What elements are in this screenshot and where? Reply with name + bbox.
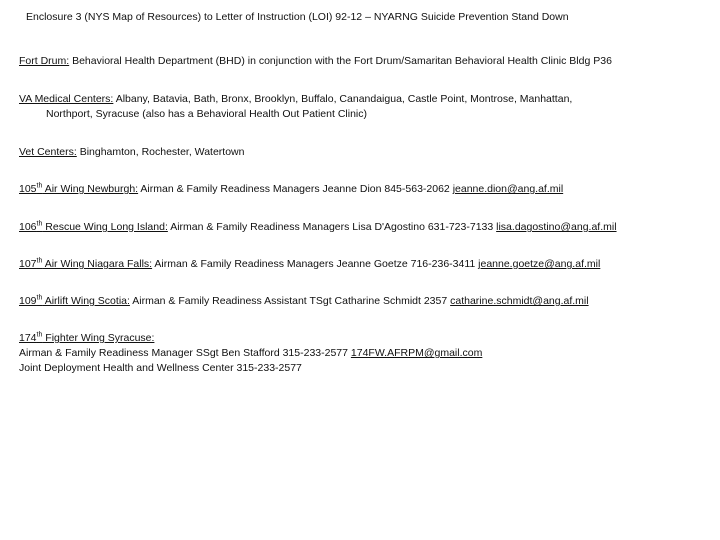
va-text-line2: Northport, Syracuse (also has a Behavioral Health Out Patient Clinic): [46, 108, 367, 120]
wing109-entry: [19, 294, 709, 309]
wing109-text: Airman & Family Readiness Assistant TSgt Catharine Schmidt 2357: [129, 295, 451, 307]
wing107-label: 107th Air Wing Niagara Falls:: [19, 257, 153, 270]
va-label: VA Medical Centers:: [19, 93, 114, 105]
vet-entry: [19, 145, 709, 160]
wing106-label: 106th Rescue Wing Long Island:: [19, 220, 168, 233]
wing107-email-link[interactable]: jeanne.goetze@ang.af.mil: [478, 258, 601, 270]
wing105-entry: [19, 182, 709, 197]
wing174-email-link[interactable]: 174FW.AFRPM@gmail.com: [350, 347, 483, 359]
wing106-entry: [19, 220, 709, 235]
fort-drum-entry: [19, 54, 709, 69]
va-entry: [19, 92, 709, 122]
wing174-text-line2: Joint Deployment Health and Wellness Center 315-233-2577: [19, 362, 302, 374]
vet-label: Vet Centers:: [19, 146, 77, 158]
wing174-label: 174th Fighter Wing Syracuse:: [19, 331, 155, 344]
wing107-text: Airman & Family Readiness Managers Jeanne Goetze 716-236-3411: [152, 258, 479, 270]
fort-drum-text: Behavioral Health Department (BHD) in conjunction with the Fort Drum/Samaritan Behavioral Health Clinic Bldg P36: [69, 55, 612, 67]
wing106-text: Airman & Family Readiness Managers Lisa D'Agostino 631-723-7133: [167, 221, 497, 233]
wing106-email-link[interactable]: lisa.dagostino@ang.af.mil: [496, 221, 617, 233]
fort-drum-label: Fort Drum:: [19, 55, 70, 67]
wing105-email-link[interactable]: jeanne.dion@ang.af.mil: [452, 183, 564, 195]
vet-text: Binghamton, Rochester, Watertown: [76, 146, 245, 158]
wing174-text-line1: Airman & Family Readiness Manager SSgt Ben Stafford 315-233-2577: [19, 347, 351, 359]
wing109-email-link[interactable]: catharine.schmidt@ang.af.mil: [450, 295, 589, 307]
wing105-text: Airman & Family Readiness Managers Jeanne Dion 845-563-2062: [138, 183, 453, 195]
wing174-entry: [19, 331, 709, 376]
page-header: Enclosure 3 (NYS Map of Resources) to Letter of Instruction (LOI) 92-12 – NYARNG Suicide Prevention Stand Down: [26, 11, 569, 23]
wing105-label: 105th Air Wing Newburgh:: [19, 182, 139, 195]
wing107-entry: [19, 257, 709, 272]
wing109-label: 109th Airlift Wing Scotia:: [19, 294, 130, 307]
va-text-line1: Albany, Batavia, Bath, Bronx, Brooklyn, Buffalo, Canandaigua, Castle Point, Montrose, Manhattan,: [113, 93, 573, 105]
